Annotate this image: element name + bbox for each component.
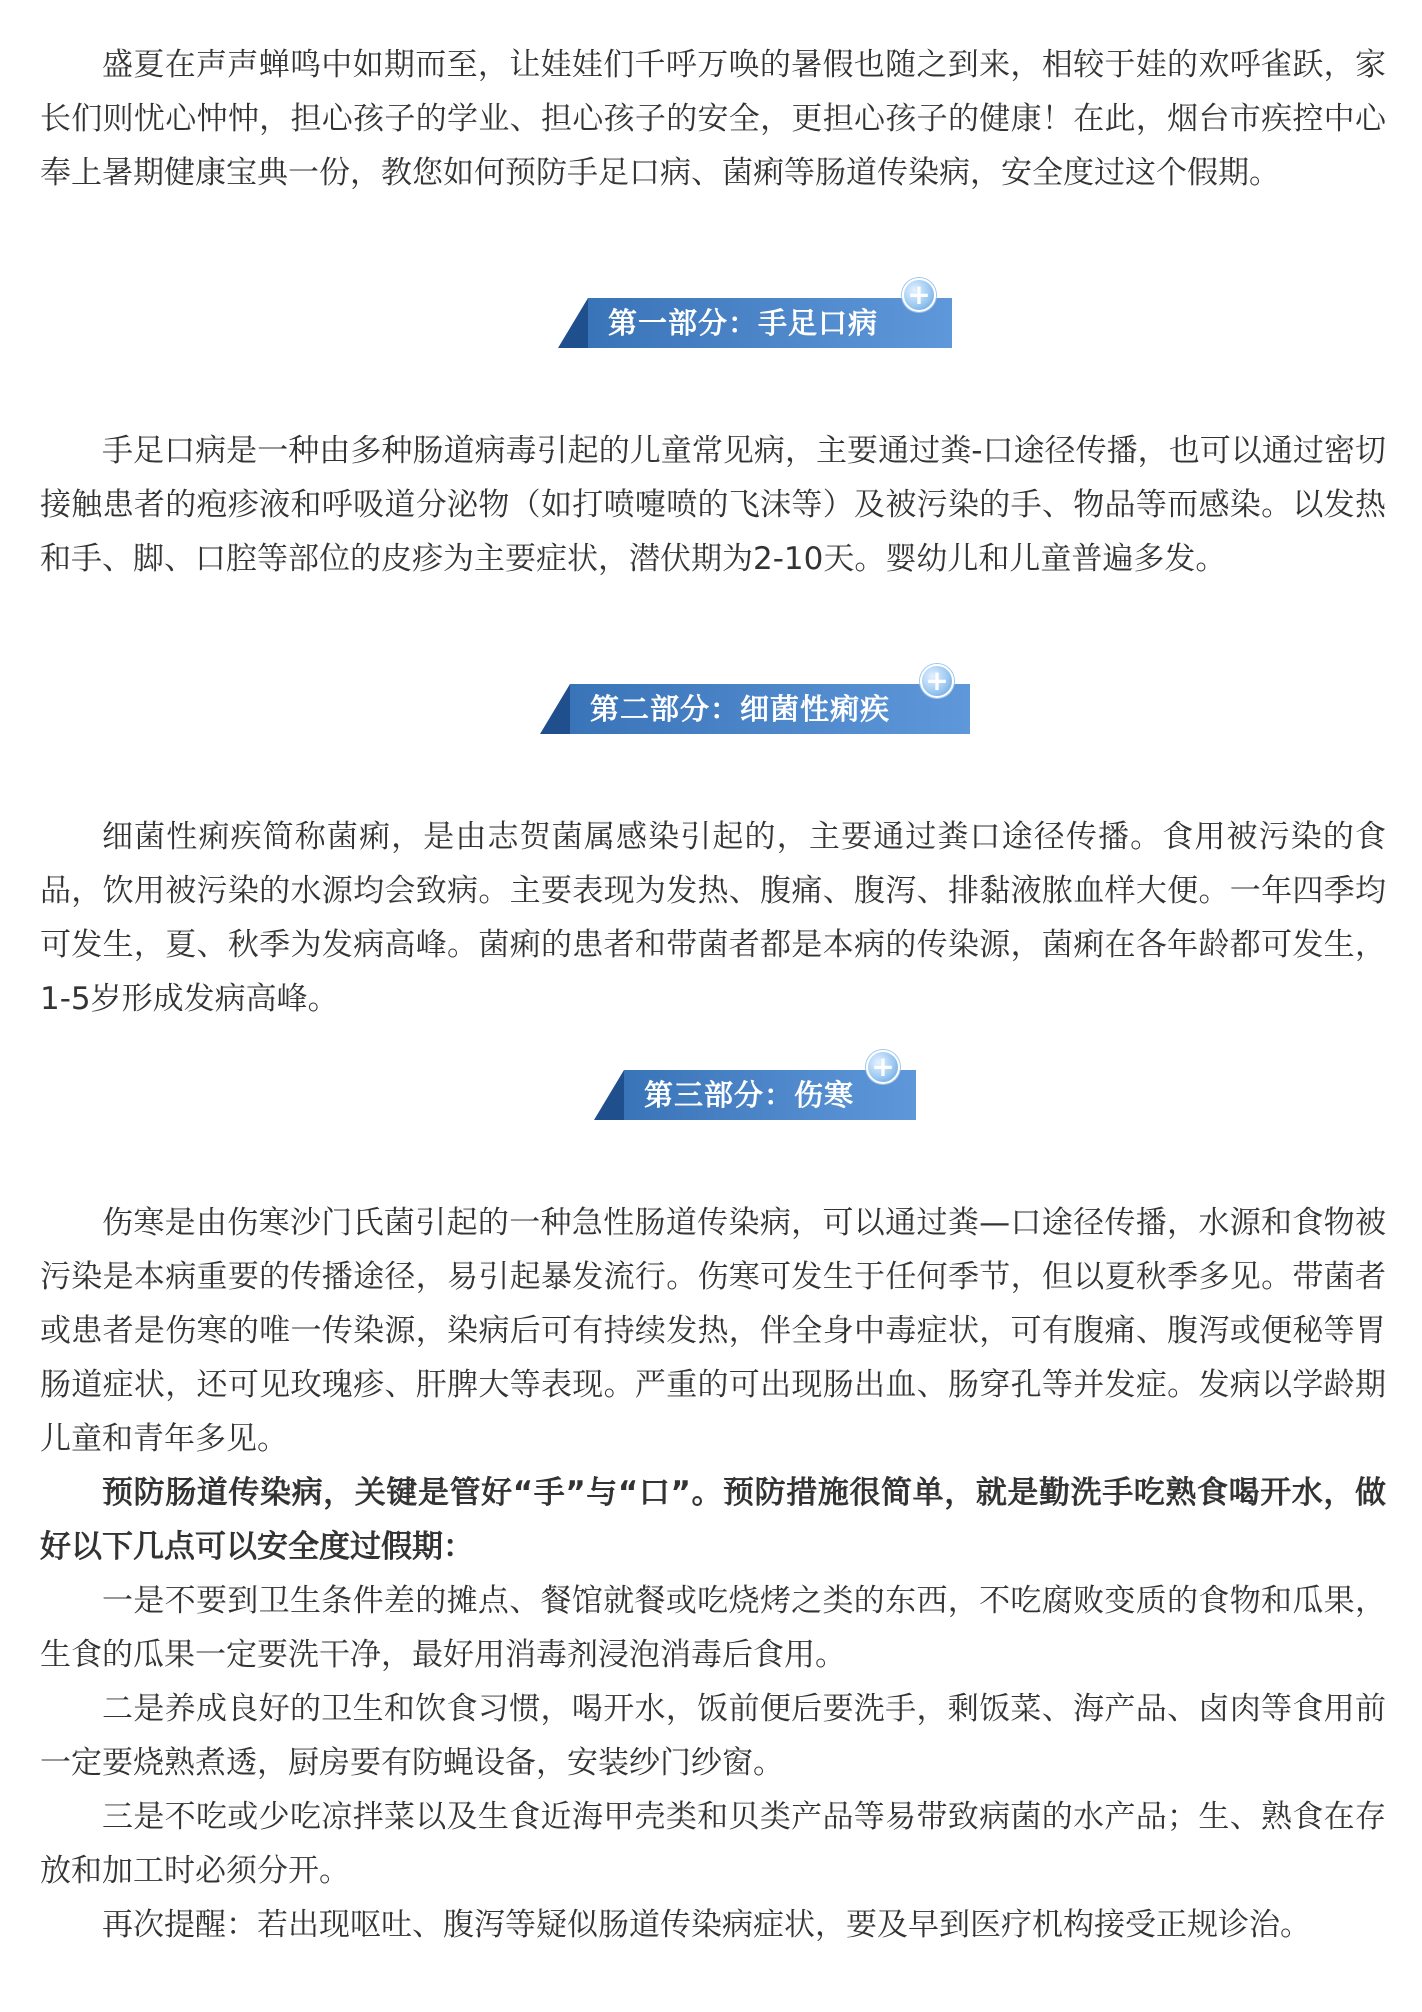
section-title-hfmd: [558, 278, 934, 348]
intro-paragraph: 盛夏在声声蝉鸣中如期而至，让娃娃们千呼万唤的暑假也随之到来，相较于娃的欢呼雀跃，家长们则忧心忡忡，担心孩子的学业、担心孩子的安全，更担心孩子的健康！在此，烟台市疾控中心奉上暑期健康宝典一份，教您如何预防手足口病、菌痢等肠道传染病，安全度过这个假期。: [40, 47, 1386, 191]
section-title-label: 第三部分：伤寒: [624, 1070, 916, 1120]
typhoid-and-prevention: [40, 1196, 1386, 1952]
plus-circle-icon: +: [920, 664, 954, 698]
banner-triangle: [540, 684, 570, 734]
section-title-dysentery: [540, 664, 952, 734]
prevention-point-3: 三是不吃或少吃凉拌菜以及生食近海甲壳类和贝类产品等易带致病菌的水产品；生、熟食在存放和加工时必须分开。: [40, 1799, 1386, 1889]
reminder-paragraph: 再次提醒：若出现呕吐、腹泻等疑似肠道传染病症状，要及早到医疗机构接受正规诊治。: [102, 1907, 1311, 1943]
prevention-point-1: 一是不要到卫生条件差的摊点、餐馆就餐或吃烧烤之类的东西，不吃腐败变质的食物和瓜果，生食的瓜果一定要洗干净，最好用消毒剂浸泡消毒后食用。: [40, 1583, 1386, 1673]
typhoid-paragraph: 伤寒是由伤寒沙门氏菌引起的一种急性肠道传染病，可以通过粪—口途径传播，水源和食物被污染是本病重要的传播途径，易引起暴发流行。伤寒可发生于任何季节，但以夏秋季多见。带菌者或患者是伤寒的唯一传染源，染病后可有持续发热，伴全身中毒症状，可有腹痛、腹泻或便秘等胃肠道症状，还可见玫瑰疹、肝脾大等表现。严重的可出现肠出血、肠穿孔等并发症。发病以学龄期儿童和青年多见。: [40, 1205, 1386, 1457]
plus-circle-icon: +: [902, 278, 936, 312]
section-title-label: 第二部分：细菌性痢疾: [570, 684, 970, 734]
prevention-point-2: 二是养成良好的卫生和饮食习惯，喝开水，饭前便后要洗手，剩饭菜、海产品、卤肉等食用前一定要烧熟煮透，厨房要有防蝇设备，安装纱门纱窗。: [40, 1691, 1386, 1781]
hfmd-paragraph: 手足口病是一种由多种肠道病毒引起的儿童常见病，主要通过粪-口途径传播，也可以通过密切接触患者的疱疹液和呼吸道分泌物（如打喷嚏喷的飞沫等）及被污染的手、物品等而感染。以发热和手、脚、口腔等部位的皮疹为主要症状，潜伏期为2-10天。婴幼儿和儿童普遍多发。: [40, 433, 1386, 577]
banner-triangle: [594, 1070, 624, 1120]
section-title-label: 第一部分：手足口病: [588, 298, 952, 348]
dysentery-paragraph: 细菌性痢疾简称菌痢，是由志贺菌属感染引起的，主要通过粪口途径传播。食用被污染的食品，饮用被污染的水源均会致病。主要表现为发热、腹痛、腹泻、排黏液脓血样大便。一年四季均可发生，夏、秋季为发病高峰。菌痢的患者和带菌者都是本病的传染源，菌痢在各年龄都可发生， 1-5岁形成发病高峰。: [40, 819, 1386, 1017]
prevention-lead: 预防肠道传染病，关键是管好“手”与“口”。预防措施很简单，就是勤洗手吃熟食喝开水，做好以下几点可以安全度过假期：: [40, 1475, 1386, 1565]
section-title-typhoid: [594, 1050, 898, 1120]
plus-circle-icon: +: [866, 1050, 900, 1084]
banner-triangle: [558, 298, 588, 348]
